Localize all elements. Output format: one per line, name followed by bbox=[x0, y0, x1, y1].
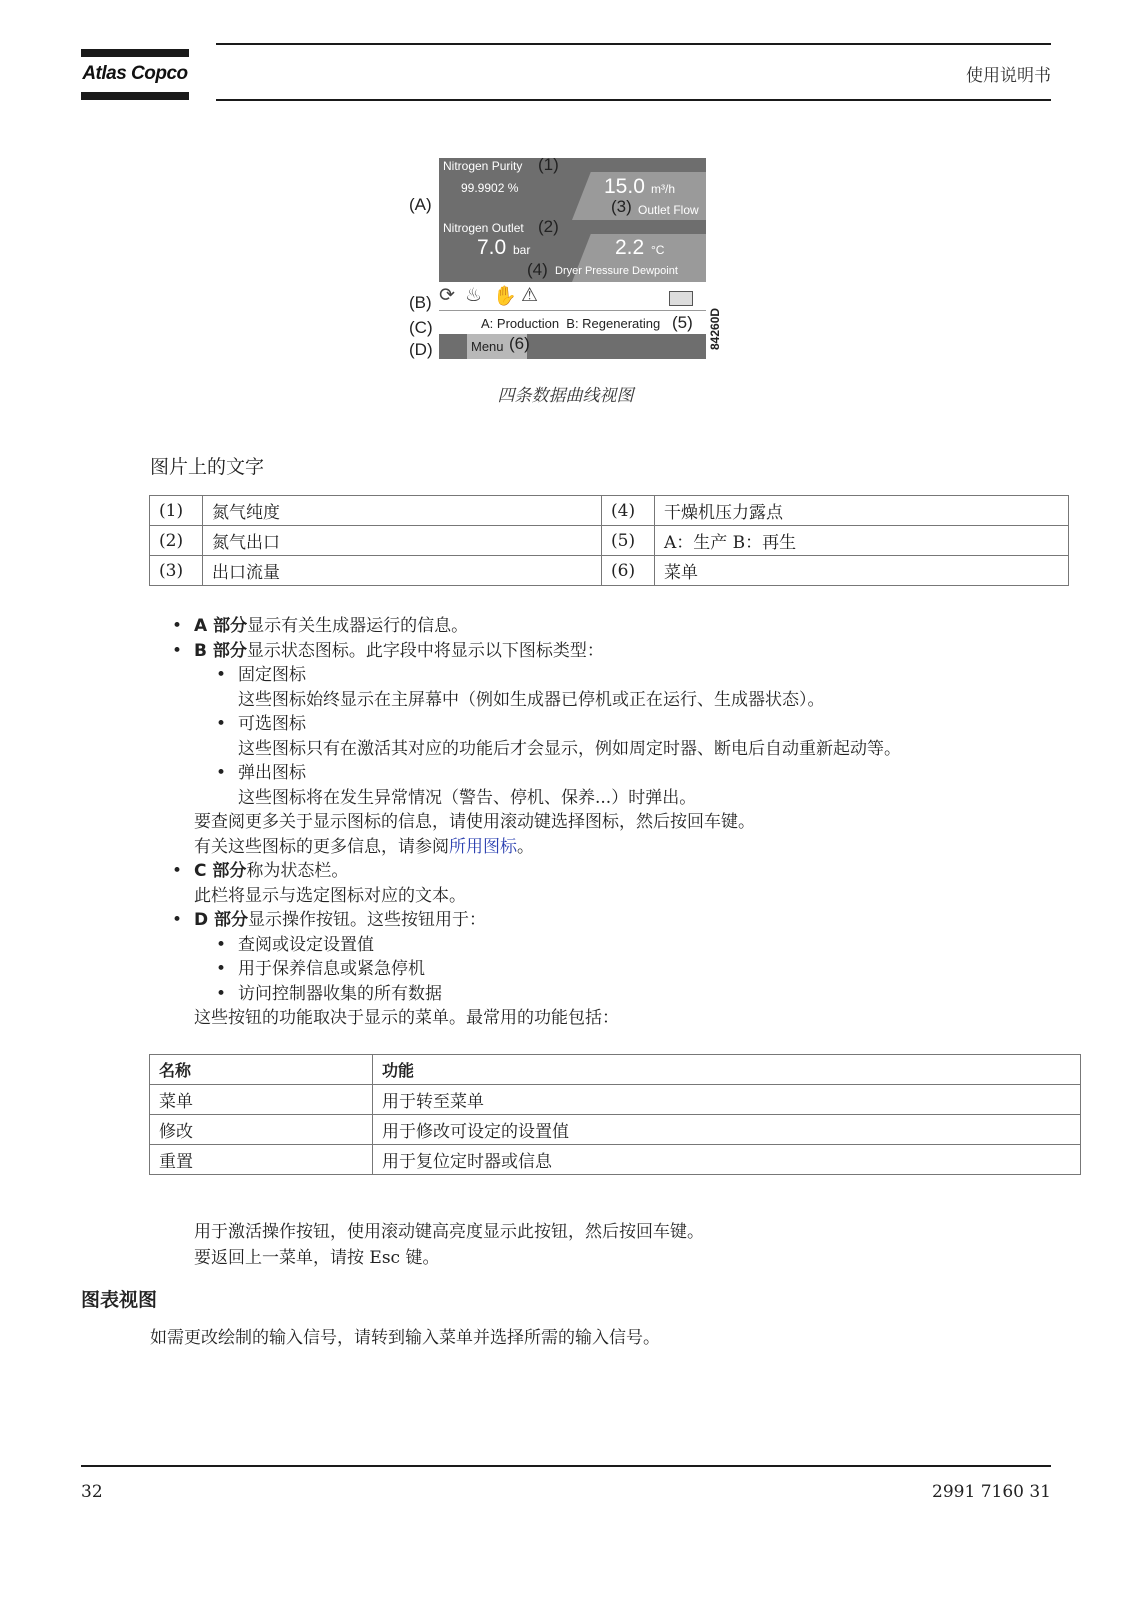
callout-B: (B) bbox=[409, 293, 432, 312]
part-d-item: 查阅或设定设置值 bbox=[238, 934, 374, 955]
dewpoint-unit: °C bbox=[651, 243, 665, 257]
part-d-item: 访问控制器收集的所有数据 bbox=[238, 983, 442, 1004]
part-d-text: 显示操作按钮。这些按钮用于： bbox=[248, 910, 487, 930]
legend-title: 图片上的文字 bbox=[150, 456, 265, 478]
part-c-label: C 部分 bbox=[194, 861, 247, 881]
callout-D: (D) bbox=[409, 340, 433, 359]
activate-button-text: 用于激活操作按钮，使用滚动键高亮度显示此按钮，然后按回车键。 bbox=[194, 1222, 704, 1242]
list-item: • D 部分显示操作按钮。这些按钮用于： bbox=[172, 910, 487, 930]
list-item: • A 部分显示有关生成器运行的信息。 bbox=[172, 616, 469, 636]
callout-3: (3) bbox=[611, 197, 632, 216]
icons-used-link[interactable]: 所用图标 bbox=[449, 836, 517, 857]
legend-table bbox=[149, 495, 1069, 586]
legend-num: (6) bbox=[602, 556, 655, 586]
legend-text: A：生产 B：再生 bbox=[655, 526, 1069, 556]
popup-icons-text: 这些图标将在发生异常情况（警告、停机、保养...）时弹出。 bbox=[238, 787, 697, 808]
document-number: 2991 7160 31 bbox=[932, 1482, 1051, 1502]
figure-caption: 四条数据曲线视图 bbox=[497, 386, 634, 406]
table-row bbox=[150, 1145, 1081, 1175]
part-b-text: 显示状态图标。此字段中将显示以下图标类型： bbox=[246, 640, 604, 661]
section-heading: 图表视图 bbox=[81, 1289, 158, 1311]
list-item: • C 部分称为状态栏。 bbox=[172, 861, 349, 881]
list-item: • 弹出图标 bbox=[216, 763, 306, 783]
warning-icon: ⚠ bbox=[521, 284, 539, 306]
logo-bar-top bbox=[81, 49, 189, 57]
function-name: 修改 bbox=[150, 1115, 373, 1145]
footer-rule bbox=[81, 1465, 1051, 1467]
section-description-list bbox=[172, 614, 1072, 1031]
outlet-flow-unit: m³/h bbox=[651, 182, 675, 196]
table-header-row bbox=[150, 1055, 1081, 1085]
table-row bbox=[150, 526, 1069, 556]
callout-4: (4) bbox=[527, 260, 548, 279]
function-desc: 用于转至菜单 bbox=[373, 1085, 1081, 1115]
callout-C: (C) bbox=[409, 318, 433, 337]
part-b-more: 要查阅更多关于显示图标的信息，请使用滚动键选择图标，然后按回车键。 bbox=[194, 812, 755, 832]
list-item: • 查阅或设定设置值 bbox=[216, 934, 374, 955]
refresh-icon: ⟳ bbox=[439, 284, 455, 306]
figure-code: 84260D bbox=[708, 307, 722, 351]
list-item: • 访问控制器收集的所有数据 bbox=[216, 983, 442, 1004]
logo-bar-bottom bbox=[81, 92, 189, 100]
legend-num: (2) bbox=[150, 526, 203, 556]
atlas-copco-logo: Atlas Copco bbox=[82, 63, 188, 84]
callout-5: (5) bbox=[672, 313, 693, 332]
legend-num: (5) bbox=[602, 526, 655, 556]
fixed-icons-text: 这些图标始终显示在主屏幕中（例如生成器已停机或正在运行、生成器状态）。 bbox=[238, 689, 825, 710]
function-desc: 用于修改可设定的设置值 bbox=[373, 1115, 1081, 1145]
status-bar-text: A: Production B: Regenerating bbox=[481, 316, 661, 331]
legend-num: (1) bbox=[150, 496, 203, 526]
legend-text: 氮气纯度 bbox=[203, 496, 602, 526]
legend-text: 干燥机压力露点 bbox=[655, 496, 1069, 526]
nitrogen-outlet-unit: bar bbox=[513, 243, 531, 257]
dewpoint-value: 2.2 bbox=[615, 236, 645, 259]
callout-6: (6) bbox=[509, 334, 530, 353]
reference-prefix: 有关这些图标的更多信息，请参阅 bbox=[194, 836, 449, 857]
legend-text: 氮气出口 bbox=[203, 526, 602, 556]
legend-num: (4) bbox=[602, 496, 655, 526]
legend-text: 出口流量 bbox=[203, 556, 602, 586]
callout-1: (1) bbox=[538, 155, 559, 174]
list-item: • B 部分显示状态图标。此字段中将显示以下图标类型： bbox=[172, 640, 604, 661]
function-name: 菜单 bbox=[150, 1085, 373, 1115]
header-rule-top bbox=[216, 43, 1051, 45]
nitrogen-outlet-label: Nitrogen Outlet bbox=[443, 221, 524, 235]
optional-icons-title: 可选图标 bbox=[238, 714, 306, 734]
column-header-function: 功能 bbox=[373, 1055, 1081, 1085]
callout-A: (A) bbox=[409, 195, 432, 214]
card-icon bbox=[669, 291, 693, 306]
dryer-icon: ♨ bbox=[465, 284, 483, 306]
table-row bbox=[150, 496, 1069, 526]
dewpoint-label: Dryer Pressure Dewpoint bbox=[555, 265, 678, 277]
functions-table bbox=[149, 1054, 1081, 1175]
column-header-name: 名称 bbox=[150, 1055, 373, 1085]
part-c-text: 称为状态栏。 bbox=[246, 861, 349, 881]
reference-suffix: 。 bbox=[517, 836, 534, 857]
part-c-more: 此栏将显示与选定图标对应的文本。 bbox=[194, 885, 466, 906]
list-item: • 固定图标 bbox=[216, 665, 306, 685]
menu-label: Menu bbox=[471, 339, 504, 354]
part-a-text: 显示有关生成器运行的信息。 bbox=[247, 616, 469, 636]
hand-icon: ✋ bbox=[493, 285, 517, 307]
section-text: 如需更改绘制的输入信号，请转到输入菜单并选择所需的输入信号。 bbox=[150, 1328, 660, 1348]
popup-icons-title: 弹出图标 bbox=[238, 763, 306, 783]
return-menu-text: 要返回上一菜单，请按 Esc 键。 bbox=[194, 1248, 440, 1268]
fixed-icons-title: 固定图标 bbox=[238, 665, 306, 685]
header-rule-bottom bbox=[216, 99, 1051, 101]
controller-screen bbox=[439, 155, 706, 361]
table-row bbox=[150, 1085, 1081, 1115]
nitrogen-purity-label: Nitrogen Purity bbox=[443, 159, 523, 173]
part-d-item: 用于保养信息或紧急停机 bbox=[238, 959, 425, 979]
list-item: • 可选图标 bbox=[216, 714, 306, 734]
outlet-flow-label: Outlet Flow bbox=[638, 203, 699, 217]
part-b-reference bbox=[172, 835, 1072, 860]
function-desc: 用于复位定时器或信息 bbox=[373, 1145, 1081, 1175]
callout-2: (2) bbox=[538, 217, 559, 236]
nitrogen-outlet-value: 7.0 bbox=[477, 236, 507, 259]
optional-icons-text: 这些图标只有在激活其对应的功能后才会显示，例如周定时器、断电后自动重新起动等。 bbox=[238, 738, 901, 759]
nitrogen-purity-value: 99.9902 % bbox=[461, 181, 519, 195]
outlet-flow-value: 15.0 bbox=[604, 175, 645, 198]
header-title: 使用说明书 bbox=[966, 66, 1051, 86]
status-bar-line bbox=[439, 310, 706, 311]
part-d-more: 这些按钮的功能取决于显示的菜单。最常用的功能包括： bbox=[194, 1008, 619, 1028]
page-number: 32 bbox=[81, 1482, 103, 1502]
function-name: 重置 bbox=[150, 1145, 373, 1175]
part-b-label: B 部分 bbox=[194, 640, 247, 661]
table-row bbox=[150, 1115, 1081, 1145]
legend-text: 菜单 bbox=[655, 556, 1069, 586]
table-row bbox=[150, 556, 1069, 586]
legend-num: (3) bbox=[150, 556, 203, 586]
part-a-label: A 部分 bbox=[194, 616, 248, 636]
part-d-label: D 部分 bbox=[194, 910, 249, 930]
list-item: • 用于保养信息或紧急停机 bbox=[216, 959, 425, 979]
